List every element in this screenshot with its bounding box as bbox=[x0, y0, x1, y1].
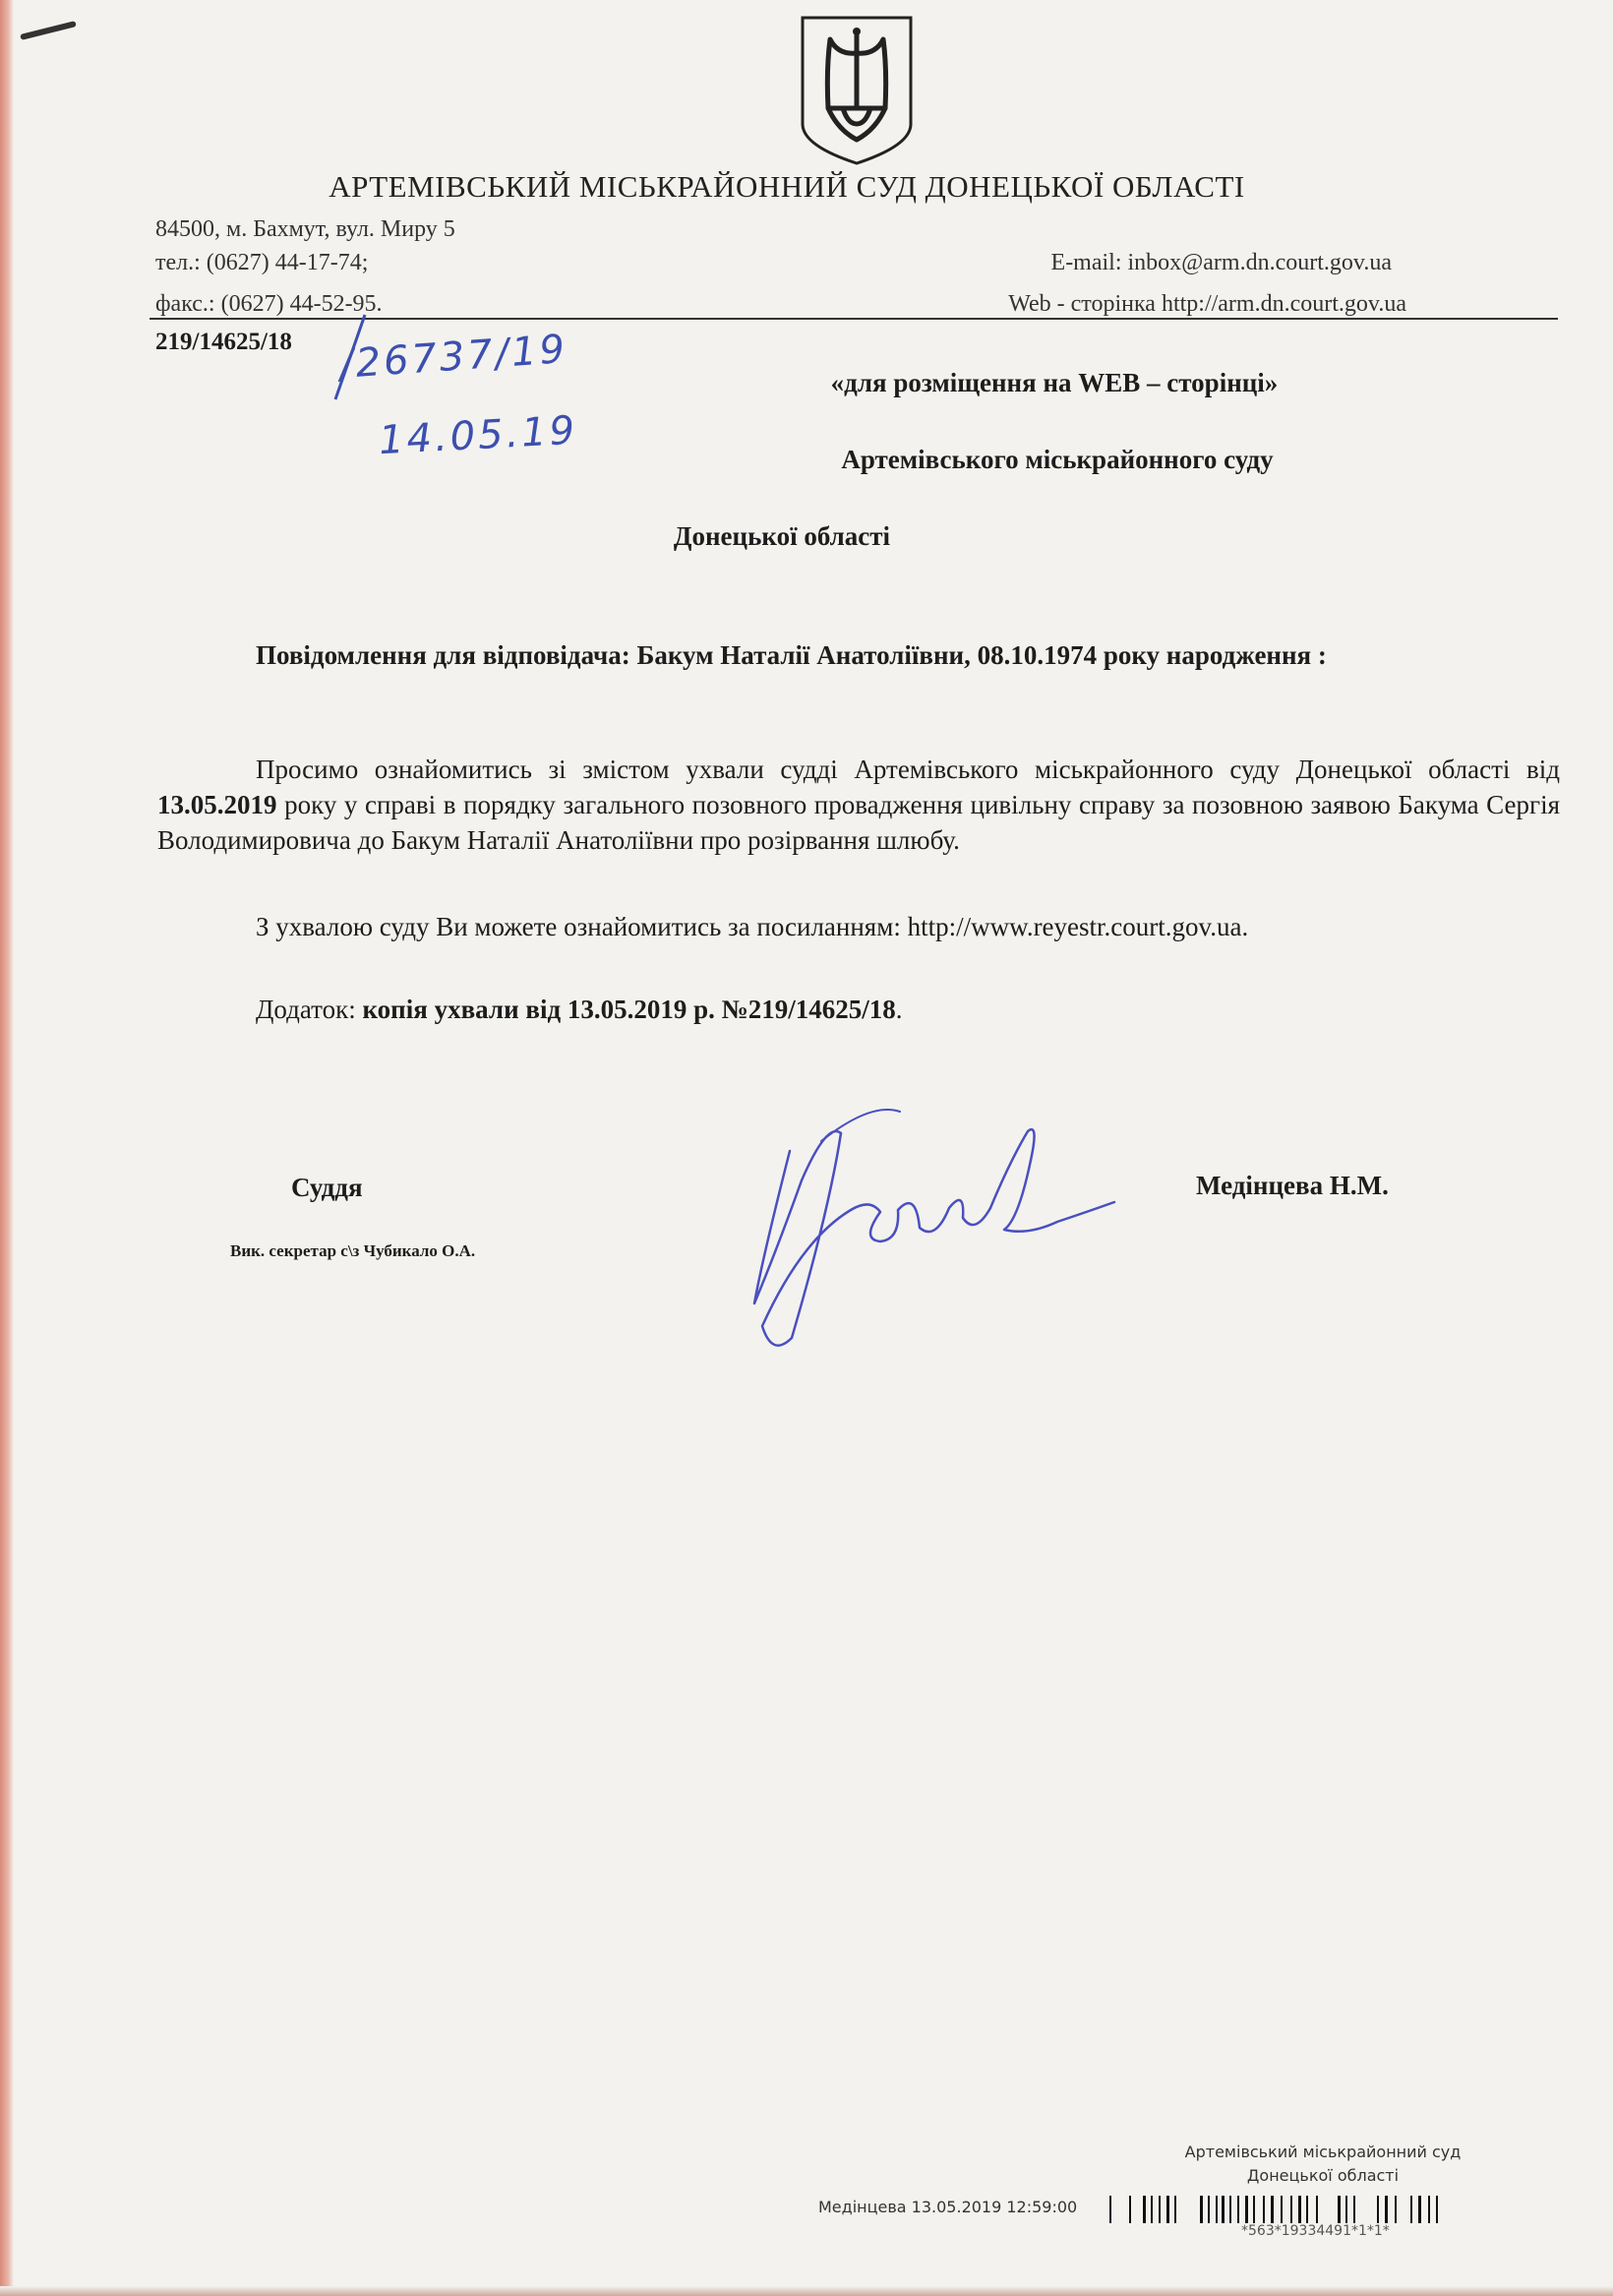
attachment-line bbox=[256, 992, 1560, 1027]
judge-title: Суддя bbox=[291, 1173, 363, 1202]
registry-link-text: З ухвалою суду Ви можете ознайомитись за посиланням: http://www.reyestr.court.gov.ua. bbox=[256, 912, 1249, 941]
signature-image bbox=[733, 1092, 1116, 1358]
handwritten-date: 14.05.19 bbox=[377, 407, 579, 464]
attachment-end: . bbox=[895, 995, 903, 1024]
addressee-line-1: «для розміщення на WEB – сторінці» bbox=[830, 368, 1279, 397]
notice-label: Повідомлення для відповідача: bbox=[256, 640, 630, 670]
court-address: 84500, м. Бахмут, вул. Миру 5 bbox=[155, 216, 455, 242]
notice-paragraph bbox=[157, 637, 1560, 673]
court-name: АРТЕМІВСЬКИЙ МІСЬКРАЙОННИЙ СУД ДОНЕЦЬКОЇ ОБЛАСТІ bbox=[329, 169, 1245, 204]
barcode-image bbox=[1109, 2196, 1568, 2223]
court-web: Web - сторінка http://arm.dn.court.gov.ua bbox=[1008, 291, 1406, 317]
respondent-birth: , 08.10.1974 року народження : bbox=[964, 640, 1327, 670]
addressee-line-3: Донецької області bbox=[673, 521, 891, 551]
order-date: 13.05.2019 bbox=[157, 790, 277, 819]
attachment-text: копія ухвали від 13.05.2019 р. №219/14625/18 bbox=[362, 995, 896, 1024]
court-email: E-mail: inbox@arm.dn.court.gov.ua bbox=[1050, 250, 1392, 275]
stamp-court-line-1: Артемівський міськрайонний суд bbox=[1184, 2143, 1462, 2161]
scan-mark bbox=[20, 21, 77, 40]
stamp-signer: Медінцева 13.05.2019 12:59:00 bbox=[818, 2198, 1078, 2216]
court-fax: факс.: (0627) 44-52-95. bbox=[155, 291, 383, 317]
addressee-line-2: Артемівського міськрайонного суду bbox=[841, 445, 1274, 474]
barcode-number: *563*19334491*1*1* bbox=[1241, 2223, 1390, 2239]
body-text-b: року у справі в порядку загального позовного провадження цивільну справу за позовною заявою Бакума Сергія Володимировича до Бакум Наталії Анатоліївни про розірвання шлюбу. bbox=[157, 790, 1560, 855]
secretary-line: Вик. секретар с\з Чубикало О.А. bbox=[230, 1241, 476, 1260]
trident-emblem-icon bbox=[799, 14, 915, 167]
scan-edge-bottom bbox=[0, 2286, 1613, 2296]
court-phone: тел.: (0627) 44-17-74; bbox=[155, 250, 369, 275]
handwritten-incoming-number: /26737/19 bbox=[337, 326, 569, 389]
stamp-court-line-2: Донецької області bbox=[1246, 2166, 1400, 2185]
judge-name: Медінцева Н.М. bbox=[1196, 1171, 1389, 1200]
body-paragraph-1 bbox=[157, 752, 1560, 858]
scan-edge bbox=[0, 0, 14, 2296]
attachment-label: Додаток: bbox=[256, 995, 356, 1024]
body-text-a: Просимо ознайомитись зі змістом ухвали судді Артемівського міськрайонного суду Донецької області від bbox=[256, 755, 1560, 784]
case-number: 219/14625/18 bbox=[155, 329, 292, 355]
respondent-name: Бакум Наталії Анатоліївни bbox=[636, 640, 965, 670]
